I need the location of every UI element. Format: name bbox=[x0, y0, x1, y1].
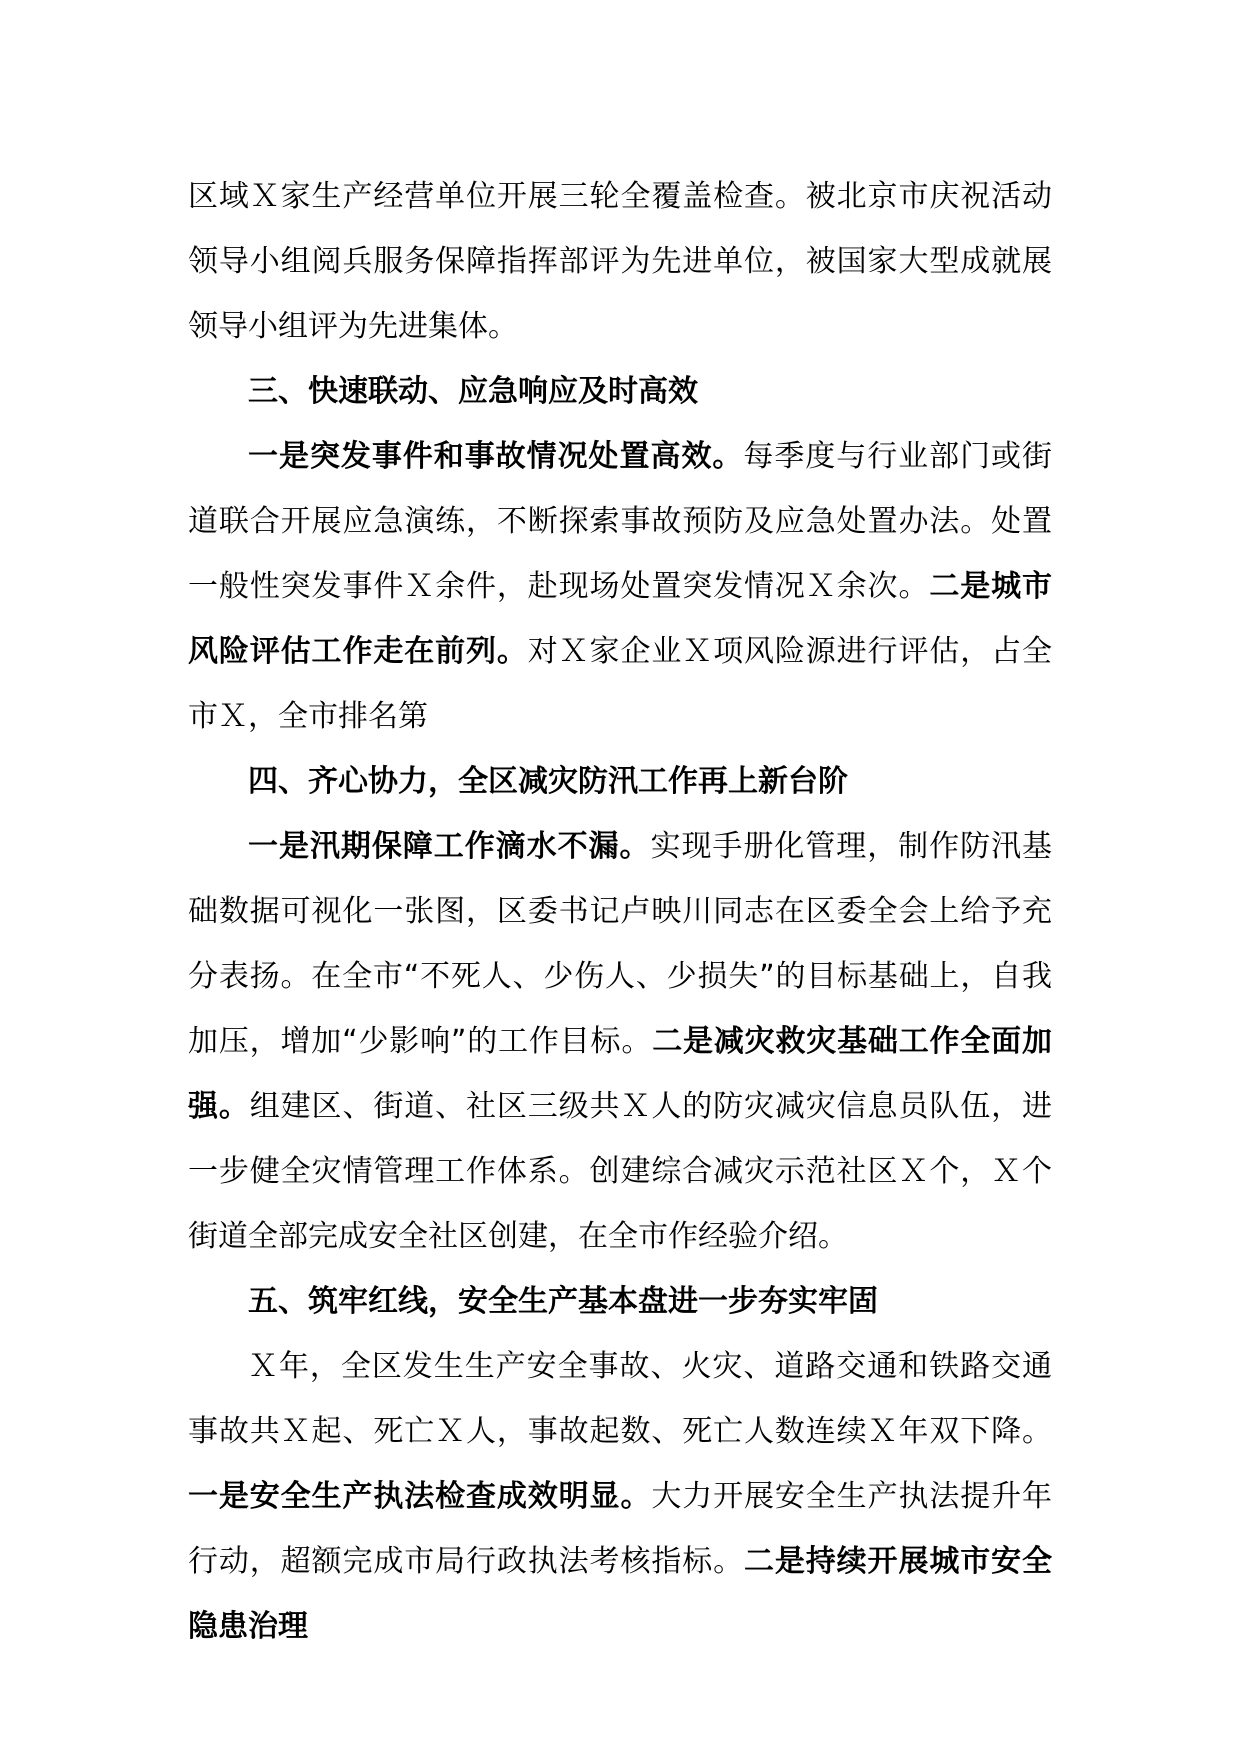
bold-lead-text: 一是安全生产执法检查成效明显。 bbox=[188, 1479, 652, 1514]
text-run: 实现手册化管理，制作防汛基础数据可视化一张图，区委书记卢映川同志在区委全会上给予充分表扬。在全市“不死人、少伤人、少损失”的目标基础上，自我加压，增加“少影响”的工作目标。 bbox=[188, 829, 1053, 1059]
bold-lead-text: 二是城市风险评估工作走在前列。 bbox=[188, 569, 1053, 669]
bold-lead-text: 一是汛期保障工作滴水不漏。 bbox=[248, 829, 651, 864]
text-run: 组建区、街道、社区三级共Ｘ人的防灾减灾信息员队伍，进一步健全灾情管理工作体系。创建综合减灾示范社区Ｘ个，Ｘ个街道全部完成安全社区创建，在全市作经验介绍。 bbox=[188, 1089, 1053, 1254]
document-body bbox=[188, 164, 1052, 1659]
text-run: 大力开展安全生产执法提升年行动，超额完成市局行政执法考核指标。 bbox=[188, 1479, 1053, 1579]
section-heading-3 bbox=[188, 359, 1052, 424]
heading-text: 三、快速联动、应急响应及时高效 bbox=[248, 374, 698, 409]
text-run: 对Ｘ家企业Ｘ项风险源进行评估，占全市Ｘ，全市排名第 bbox=[188, 634, 1053, 734]
text-run: Ｘ年，全区发生生产安全事故、火灾、道路交通和铁路交通事故共Ｘ起、死亡Ｘ人，事故起数、死亡人数连续Ｘ年双下降。 bbox=[188, 1349, 1052, 1449]
section-heading-4 bbox=[188, 749, 1052, 814]
paragraph-emergency-response bbox=[188, 424, 1052, 749]
bold-lead-text: 二是持续开展城市安全隐患治理 bbox=[188, 1544, 1052, 1644]
heading-text: 五、筑牢红线，安全生产基本盘进一步夯实牢固 bbox=[248, 1284, 878, 1319]
text-run: 每季度与行业部门或街道联合开展应急演练，不断探索事故预防及应急处置办法。处置一般性突发事件Ｘ余件，赴现场处置突发情况Ｘ余次。 bbox=[188, 439, 1052, 604]
paragraph-safety-production bbox=[188, 1334, 1052, 1659]
heading-text: 四、齐心协力，全区减灾防汛工作再上新台阶 bbox=[248, 764, 848, 799]
bold-lead-text: 二是减灾救灾基础工作全面加强。 bbox=[188, 1024, 1053, 1124]
section-heading-5 bbox=[188, 1269, 1052, 1334]
text-run: 区域Ｘ家生产经营单位开展三轮全覆盖检查。被北京市庆祝活动领导小组阅兵服务保障指挥部评为先进单位，被国家大型成就展领导小组评为先进集体。 bbox=[188, 179, 1052, 344]
paragraph-intro-continuation bbox=[188, 164, 1052, 359]
paragraph-flood-prevention bbox=[188, 814, 1052, 1269]
bold-lead-text: 一是突发事件和事故情况处置高效。 bbox=[248, 439, 744, 474]
